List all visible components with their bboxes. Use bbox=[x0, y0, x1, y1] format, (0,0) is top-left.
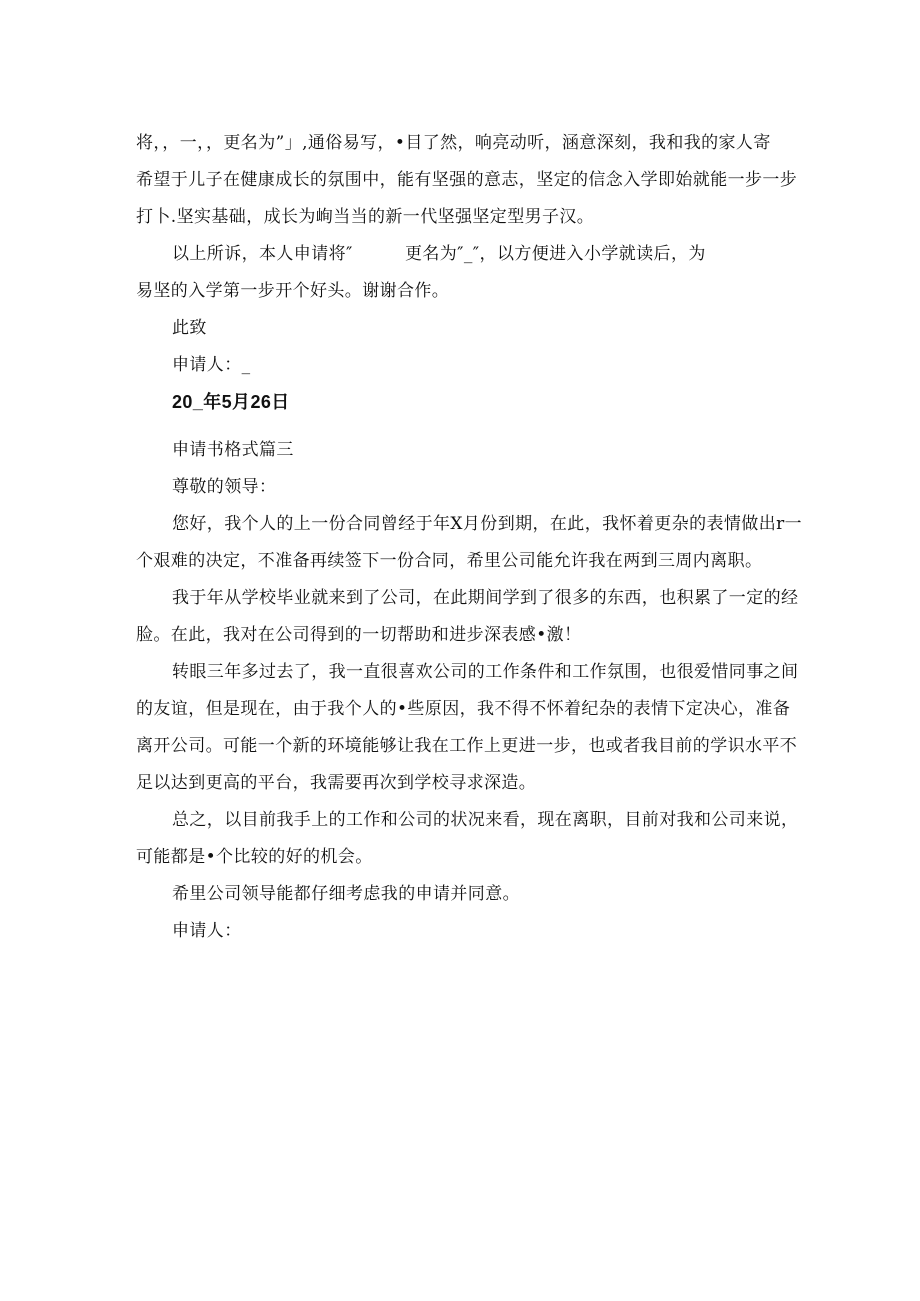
applicant-line-1: 申请人：_ bbox=[172, 355, 251, 375]
paragraph-6-line-1: 总之，以目前我手上的工作和公司的状况来看，现在离职，目前对我和公司来说， bbox=[172, 810, 799, 830]
paragraph-5-line-3: 离开公司。可能一个新的环境能够让我在工作上更进一步，也或者我目前的学识水平不 bbox=[136, 736, 798, 756]
date-line: 20_年5月26日 bbox=[172, 392, 290, 412]
paragraph-1-line-1: 将，，一，，更名为”」,通俗易写，•目了然，响亮动听，涵意深刻，我和我的家人寄 bbox=[136, 133, 771, 153]
paragraph-1-line-2: 希望于儿子在健康成长的氛围中，能有坚强的意志，坚定的信念入学即始就能一步一步 bbox=[136, 170, 798, 190]
paragraph-7: 希里公司领导能都仔细考虑我的申请并同意。 bbox=[172, 884, 520, 904]
closing-text: 此致 bbox=[172, 318, 207, 338]
paragraph-5-line-4: 足以达到更高的平台，我需要再次到学校寻求深造。 bbox=[136, 773, 537, 793]
section-title: 申请书格式篇三 bbox=[172, 440, 294, 460]
paragraph-6-line-2: 可能都是•个比较的好的机会。 bbox=[136, 847, 373, 867]
paragraph-5-line-2: 的友谊，但是现在，由于我个人的•些原因，我不得不怀着纪杂的表情下定决心，准备 bbox=[136, 699, 791, 719]
paragraph-5-line-1: 转眼三年多过去了，我一直很喜欢公司的工作条件和工作氛围，也很爱惜同事之间 bbox=[172, 662, 799, 682]
paragraph-2-line-1: 以上所诉，本人申请将″ 更名为″_″，以方便进入小学就读后，为 bbox=[172, 244, 706, 264]
paragraph-4-line-2: 脸。在此，我对在公司得到的一切帮助和进步深表感•激！ bbox=[136, 625, 582, 645]
paragraph-4-line-1: 我于年从学校毕业就来到了公司，在此期间学到了很多的东西，也积累了一定的经 bbox=[172, 588, 799, 608]
salutation: 尊敬的领导： bbox=[172, 477, 277, 497]
paragraph-3-line-2: 个艰难的决定，不准备再续签下一份合同，希里公司能允许我在两到三周内离职。 bbox=[136, 551, 763, 571]
paragraph-1-line-3: 打卜.坚实基础，成长为峋当当的新一代坚强坚定型男子汉。 bbox=[136, 207, 595, 227]
paragraph-3-line-1: 您好，我个人的上一份合同曾经于年X月份到期，在此，我怀着更杂的表情做出r一 bbox=[172, 514, 803, 534]
paragraph-2-line-2: 易坚的入学第一步开个好头。谢谢合作。 bbox=[136, 281, 450, 301]
applicant-line-2: 申请人： bbox=[172, 921, 242, 941]
